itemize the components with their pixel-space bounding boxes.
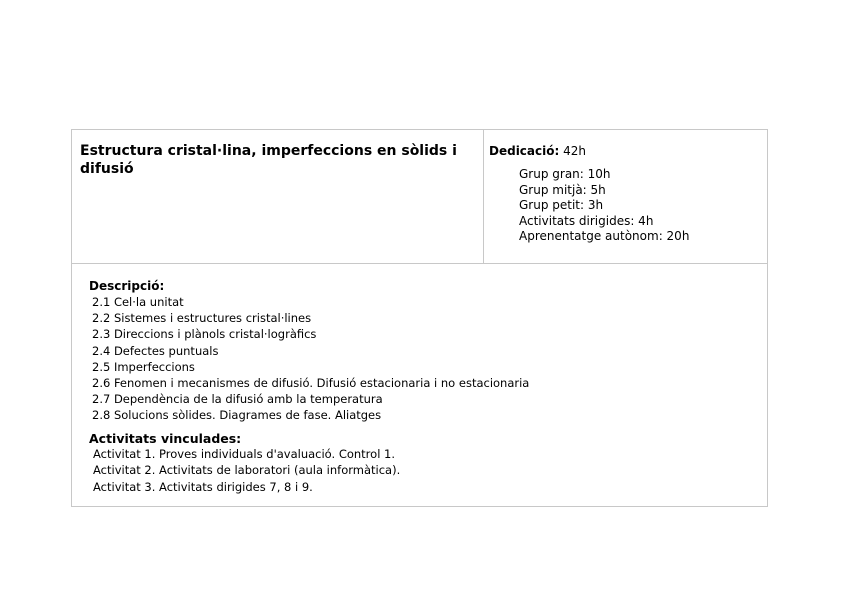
list-item: 2.8 Solucions sòlides. Diagrames de fase. Aliatges (92, 408, 382, 423)
description-list (89, 294, 757, 424)
content-area (72, 264, 767, 495)
list-item: 2.3 Direccions i plànols cristal·logràfics (92, 327, 317, 342)
list-item: 2.7 Dependència de la difusió amb la temperatura (92, 392, 383, 407)
list-item: Activitat 3. Activitats dirigides 7, 8 i 9. (93, 479, 313, 494)
list-item: 2.1 Cel·la unitat (92, 295, 184, 309)
dedication-item: Grup mitjà: 5h (519, 182, 606, 197)
dedication-breakdown (489, 167, 759, 245)
list-item: Activitat 1. Proves individuals d'avaluació. Control 1. (93, 446, 396, 461)
list-item: 2.6 Fenomen i mecanismes de difusió. Difusió estacionaria i no estacionaria (92, 376, 530, 391)
dedication-total: 42h (563, 144, 586, 158)
header-row (72, 130, 767, 264)
list-item: 2.5 Imperfeccions (92, 359, 195, 374)
dedication-item: Grup petit: 3h (519, 198, 604, 212)
list-item: 2.4 Defectes puntuals (92, 343, 219, 358)
list-item: Activitat 2. Activitats de laboratori (aula informàtica). (93, 463, 401, 478)
dedication-item: Grup gran: 10h (519, 167, 611, 181)
dedication-item: Activitats dirigides: 4h (519, 213, 654, 228)
description-heading: Descripció: (89, 279, 165, 293)
activities-heading: Activitats vinculades: (89, 430, 242, 446)
course-title: Estructura cristal·lina, imperfeccions en sòlids i difusió (80, 143, 457, 177)
dedication-cell (484, 130, 767, 263)
activities-list (89, 446, 757, 496)
dedication-summary (489, 144, 759, 159)
title-cell (72, 130, 484, 263)
course-card (71, 129, 768, 507)
dedication-item: Aprenentatge autònom: 20h (519, 229, 690, 243)
dedication-label: Dedicació: (489, 144, 560, 158)
list-item: 2.2 Sistemes i estructures cristal·lines (92, 311, 312, 326)
